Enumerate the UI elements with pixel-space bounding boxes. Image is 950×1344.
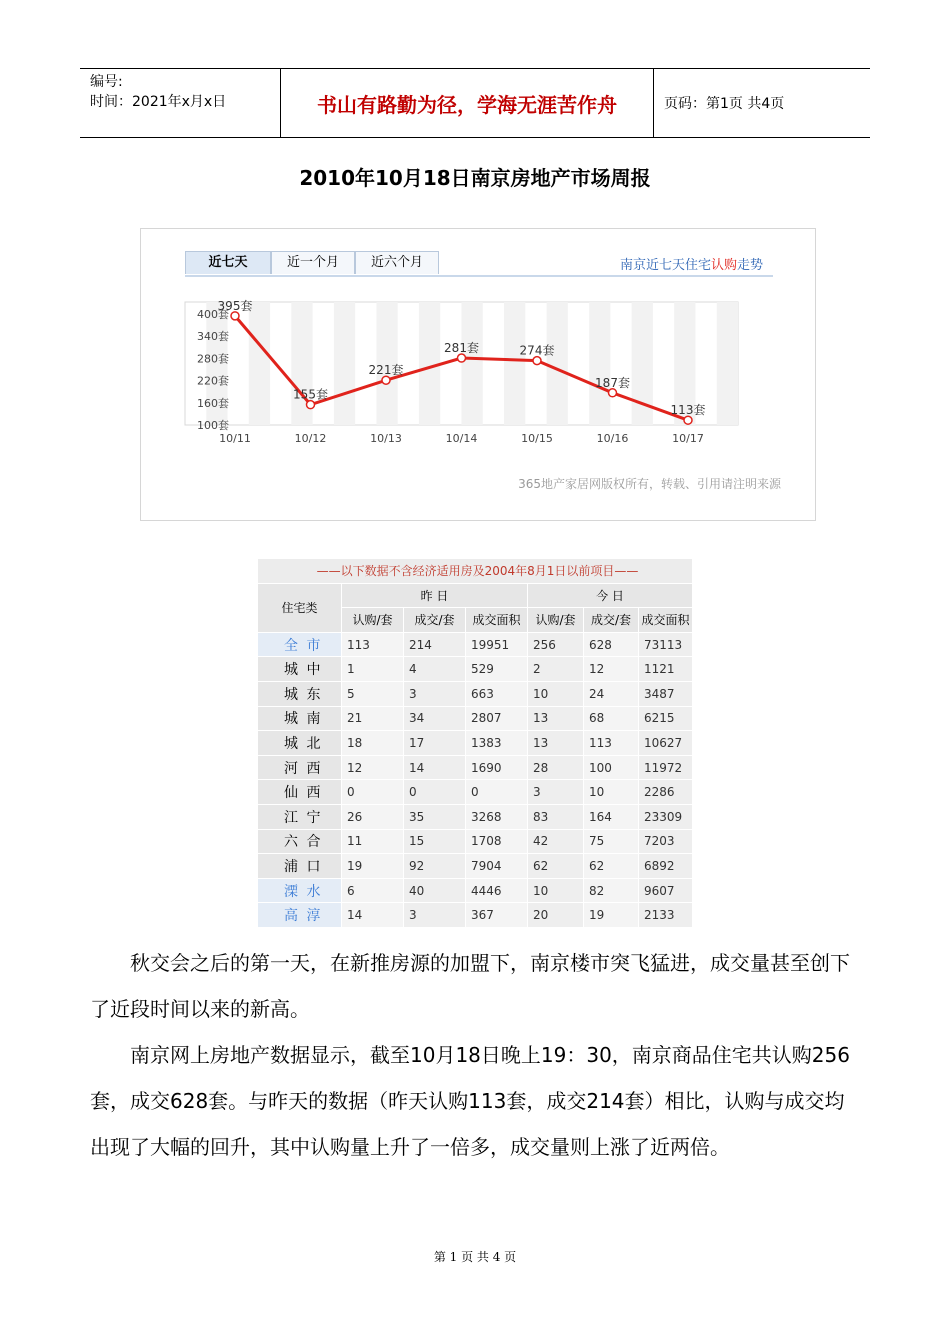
table-cell: 10627 [639,731,693,756]
table-row [258,878,693,903]
header-motto: 书山有路勤为径，学海无涯苦作舟 [280,69,654,137]
table-cell: 3 [528,780,584,805]
group-yesterday: 昨 日 [342,583,528,608]
table-cell: 6 [342,878,404,903]
data-label: 187套 [595,375,630,390]
table-row [258,681,693,706]
table-cell: 7904 [466,854,528,879]
table-row [258,854,693,879]
table-cell: 3 [404,681,466,706]
table-cell: 1708 [466,829,528,854]
data-label: 395套 [217,298,253,313]
table-cell: 628 [584,632,639,657]
district-name: 城 东 [258,681,342,706]
table-row [258,903,693,928]
data-point [382,376,390,384]
header-meta [80,69,280,137]
row-header: 住宅类 [258,583,342,632]
y-tick-label: 280套 [197,352,229,366]
table-cell: 12 [584,657,639,682]
x-tick-label: 10/16 [596,432,629,445]
column-header: 成交/套 [584,608,639,633]
x-tick-label: 10/13 [370,432,402,445]
table-cell: 35 [404,804,466,829]
table-cell: 19951 [466,632,528,657]
table-cell: 256 [528,632,584,657]
x-tick-label: 10/14 [445,432,478,445]
table-cell: 6215 [639,706,693,731]
table-cell: 0 [466,780,528,805]
table-cell: 92 [404,854,466,879]
grid-stripe [547,302,568,425]
table-cell: 34 [404,706,466,731]
district-name: 六 合 [258,829,342,854]
paragraph-2: 南京网上房地产数据显示，截至10月18日晚上19：30，南京商品住宅共认购256套，成交628套。与昨天的数据（昨天认购113套，成交214套）相比，认购与成交均出现了大幅的回升，其中认购量上升了一倍多，成交量则上涨了近两倍。 [90,1043,850,1159]
page-footer: 第 1 页 共 4 页 [433,1250,517,1264]
data-point [684,416,692,424]
grid-stripe [589,302,610,425]
time-label: 时间：2021年x月x日 [90,94,227,110]
table-cell: 10 [528,878,584,903]
table-cell: 3268 [466,804,528,829]
district-name: 江 宁 [258,804,342,829]
table-cell: 6892 [639,854,693,879]
table-cell: 62 [584,854,639,879]
table-cell: 23309 [639,804,693,829]
table-cell: 15 [404,829,466,854]
data-point [533,357,541,365]
district-name: 仙 西 [258,780,342,805]
table-row [258,780,693,805]
document-header [80,68,870,138]
table-row [258,657,693,682]
trend-chart-panel [140,228,816,521]
x-tick-label: 10/17 [672,432,704,445]
district-name: 城 中 [258,657,342,682]
grid-stripe [419,302,440,425]
data-label: 113套 [670,403,706,418]
table-cell: 14 [342,903,404,928]
tab-one-month[interactable]: 近一个月 [271,251,355,274]
table-cell: 10 [584,780,639,805]
column-header: 成交面积 [639,608,693,633]
table-cell: 18 [342,731,404,756]
table-row [258,632,693,657]
number-label: 编号: [90,74,123,90]
table-cell: 11 [342,829,404,854]
data-label: 281套 [444,341,479,356]
paragraph-1: 秋交会之后的第一天，在新推房源的加盟下，南京楼市突飞猛进，成交量甚至创下了近段时间以来的新高。 [90,951,850,1021]
table-cell: 4446 [466,878,528,903]
table-cell: 529 [466,657,528,682]
table-cell: 2807 [466,706,528,731]
table-cell: 0 [404,780,466,805]
table-cell: 17 [404,731,466,756]
table-cell: 73113 [639,632,693,657]
district-name: 全 市 [258,632,342,657]
data-label: 221套 [368,363,404,378]
district-name: 溧 水 [258,878,342,903]
table-cell: 5 [342,681,404,706]
table-cell: 21 [342,706,404,731]
table-cell: 9607 [639,878,693,903]
sales-data-table [257,558,692,944]
table-cell: 164 [584,804,639,829]
caption-pre: 南京近七天住宅 [619,258,711,273]
table-row [258,829,693,854]
data-point [231,312,239,320]
table-row [258,804,693,829]
table-cell: 11972 [639,755,693,780]
table-cell: 3487 [639,681,693,706]
table-cell: 19 [342,854,404,879]
district-name: 城 北 [258,731,342,756]
grid-stripe [249,302,270,425]
y-tick-label: 340套 [197,330,229,344]
table-cell: 68 [584,706,639,731]
x-tick-label: 10/15 [521,432,553,445]
table-cell: 3 [404,903,466,928]
district-name: 河 西 [258,755,342,780]
table-cell: 2286 [639,780,693,805]
district-name: 城 南 [258,706,342,731]
chart-copyright: 365地产家居网版权所有，转载、引用请注明来源 [518,477,781,491]
data-label: 274套 [519,343,555,358]
document-title: 2010年10月18日南京房地产市场周报 [299,166,651,190]
y-tick-label: 400套 [197,308,229,321]
grid-stripe [334,302,355,425]
table-cell: 13 [528,731,584,756]
table-cell: 83 [528,804,584,829]
table-cell: 24 [584,681,639,706]
table-note: ——以下数据不含经济适用房及2004年8月1日以前项目—— [258,559,693,584]
table-cell: 214 [404,632,466,657]
table-cell: 4 [404,657,466,682]
table-cell: 75 [584,829,639,854]
header-page-number: 页码：第1页 共4页 [664,96,785,112]
table-cell: 100 [584,755,639,780]
y-tick-label: 220套 [197,374,229,388]
table-cell: 40 [404,878,466,903]
district-name: 高 淳 [258,903,342,928]
table-cell: 26 [342,804,404,829]
column-header: 成交/套 [404,608,466,633]
district-name: 浦 口 [258,854,342,879]
table-cell: 367 [466,903,528,928]
y-tick-label: 100套 [197,419,229,432]
caption-highlight: 认购 [710,258,737,273]
tab-six-months[interactable]: 近六个月 [355,251,439,274]
table-cell: 14 [404,755,466,780]
table-cell: 1121 [639,657,693,682]
x-tick-label: 10/11 [219,432,251,445]
table-cell: 1 [342,657,404,682]
data-point [307,401,315,409]
column-header: 认购/套 [342,608,404,633]
table-cell: 2 [528,657,584,682]
data-label: 155套 [293,387,328,402]
table-row [258,755,693,780]
tab-seven-days[interactable]: 近七天 [185,251,271,274]
table-cell: 28 [528,755,584,780]
district-table [257,558,692,928]
table-cell: 12 [342,755,404,780]
x-tick-label: 10/12 [294,432,327,445]
table-cell: 663 [466,681,528,706]
column-header: 认购/套 [528,608,584,633]
data-point [609,389,617,397]
table-row [258,706,693,731]
table-cell: 0 [342,780,404,805]
table-cell: 1690 [466,755,528,780]
caption-post: 走势 [736,258,763,273]
table-cell: 7203 [639,829,693,854]
table-cell: 2133 [639,903,693,928]
table-cell: 13 [528,706,584,731]
table-row [258,731,693,756]
table-cell: 82 [584,878,639,903]
grid-stripe [462,302,483,425]
table-cell: 113 [342,632,404,657]
table-cell: 19 [584,903,639,928]
data-point [458,354,466,362]
table-cell: 20 [528,903,584,928]
group-today: 今 日 [528,583,693,608]
table-cell: 42 [528,829,584,854]
y-tick-label: 160套 [197,396,229,410]
table-cell: 113 [584,731,639,756]
grid-stripe [504,302,525,425]
grid-stripe [717,302,738,425]
table-cell: 10 [528,681,584,706]
table-cell: 62 [528,854,584,879]
column-header: 成交面积 [466,608,528,633]
table-cell: 1383 [466,731,528,756]
